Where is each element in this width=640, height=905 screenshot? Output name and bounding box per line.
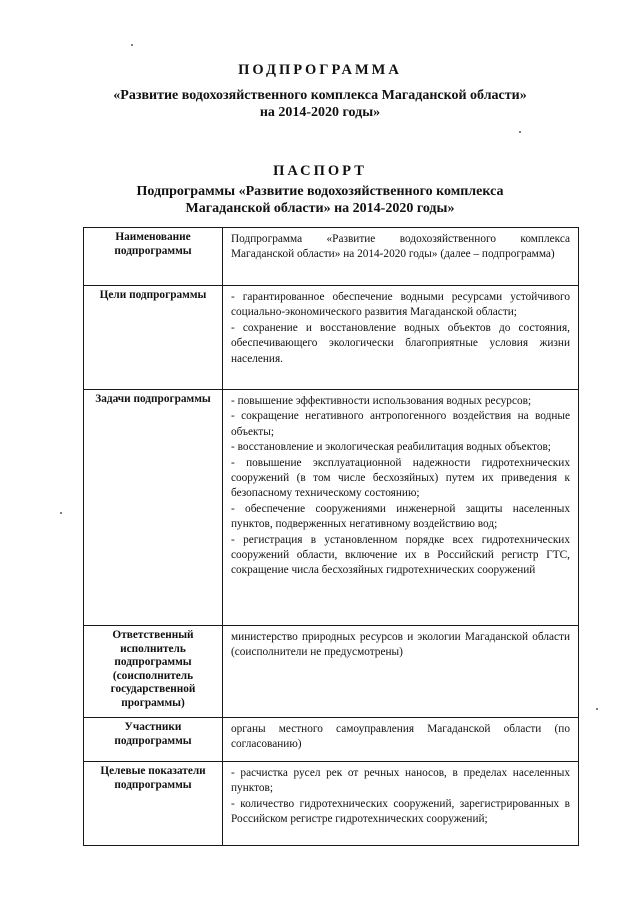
scan-speck	[131, 44, 133, 46]
row-value-cell	[223, 718, 579, 762]
table-row	[84, 228, 579, 286]
row-label: Наименование подпрограммы	[114, 231, 192, 257]
row-value-cell	[223, 286, 579, 390]
scan-speck	[519, 131, 521, 133]
row-label: Целевые показатели подпрограммы	[100, 765, 206, 791]
passport-subtitle-line: Магаданской области» на 2014-2020 годы»	[185, 201, 455, 216]
table-row	[84, 762, 579, 846]
row-paragraph: - расчистка русел рек от речных наносов, в пределах населенных пунктов;	[231, 767, 570, 795]
table-row	[84, 626, 579, 718]
row-paragraph: - регистрация в установленном порядке всех гидротехнических сооружений области, включение их в Российский регистр ГТС, сокращение числа бесхозяйных гидротехнических сооружений	[231, 533, 570, 577]
row-paragraph: - сохранение и восстановление водных объектов до состояния, обеспечивающего экологически благоприятные условия жизни населения.	[231, 321, 570, 365]
row-label-cell	[84, 228, 223, 286]
passport-subtitle-line: Подпрограммы «Развитие водохозяйственного комплекса	[136, 184, 504, 199]
table-row	[84, 718, 579, 762]
row-paragraph: - повышение эффективности использования водных ресурсов;	[231, 395, 532, 407]
subprogram-subtitle	[80, 87, 560, 121]
row-label: Задачи подпрограммы	[95, 393, 211, 405]
row-label: Цели подпрограммы	[99, 289, 207, 301]
row-paragraph: - гарантированное обеспечение водными ресурсами устойчивого социально-экономического развития Магаданской области;	[231, 291, 570, 319]
row-label: Ответственный исполнитель подпрограммы (соисполнитель государственной программы)	[110, 629, 196, 709]
passport-heading: ПАСПОРТ	[273, 163, 367, 179]
row-paragraph: - количество гидротехнических сооружений, зарегистрированных в Российском регистре гидротехнических сооружений;	[231, 797, 570, 826]
row-paragraph: органы местного самоуправления Магаданской области (по согласованию)	[231, 723, 570, 751]
scan-speck	[60, 512, 62, 514]
passport-subtitle	[80, 183, 560, 217]
subprogram-heading: ПОДПРОГРАММА	[238, 62, 402, 78]
row-label-cell	[84, 390, 223, 626]
row-label-cell	[84, 626, 223, 718]
subprogram-subtitle-line: на 2014-2020 годы»	[259, 105, 381, 120]
row-paragraph: - повышение эксплуатационной надежности гидротехнических сооружений (в том числе бесхозяйных) путем их приведения к безопасному техническому состоянию;	[231, 456, 570, 500]
subprogram-subtitle-line: «Развитие водохозяйственного комплекса Магаданской области»	[113, 88, 527, 103]
row-value-cell	[223, 626, 579, 718]
row-label-cell	[84, 718, 223, 762]
row-label-cell	[84, 286, 223, 390]
passport-table	[83, 227, 579, 846]
row-paragraph: - сокращение негативного антропогенного воздействия на водные объекты;	[231, 410, 570, 438]
row-label-cell	[84, 762, 223, 846]
row-paragraph: Подпрограмма «Развитие водохозяйственного комплекса Магаданской области» на 2014-2020 годы» (далее – подпрограмма)	[231, 233, 570, 261]
row-paragraph: - обеспечение сооружениями инженерной защиты населенных пунктов, подверженных негативному воздействию вод;	[231, 502, 570, 531]
row-paragraph: министерство природных ресурсов и экологии Магаданской области (соисполнители не предусмотрены)	[231, 631, 570, 659]
row-label: Участники подпрограммы	[114, 721, 192, 747]
scan-speck	[596, 708, 598, 710]
row-value-cell	[223, 762, 579, 846]
row-value-cell	[223, 228, 579, 286]
row-paragraph: - восстановление и экологическая реабилитация водных объектов;	[231, 441, 551, 454]
table-row	[84, 390, 579, 626]
table-row	[84, 286, 579, 390]
row-value-cell	[223, 390, 579, 626]
